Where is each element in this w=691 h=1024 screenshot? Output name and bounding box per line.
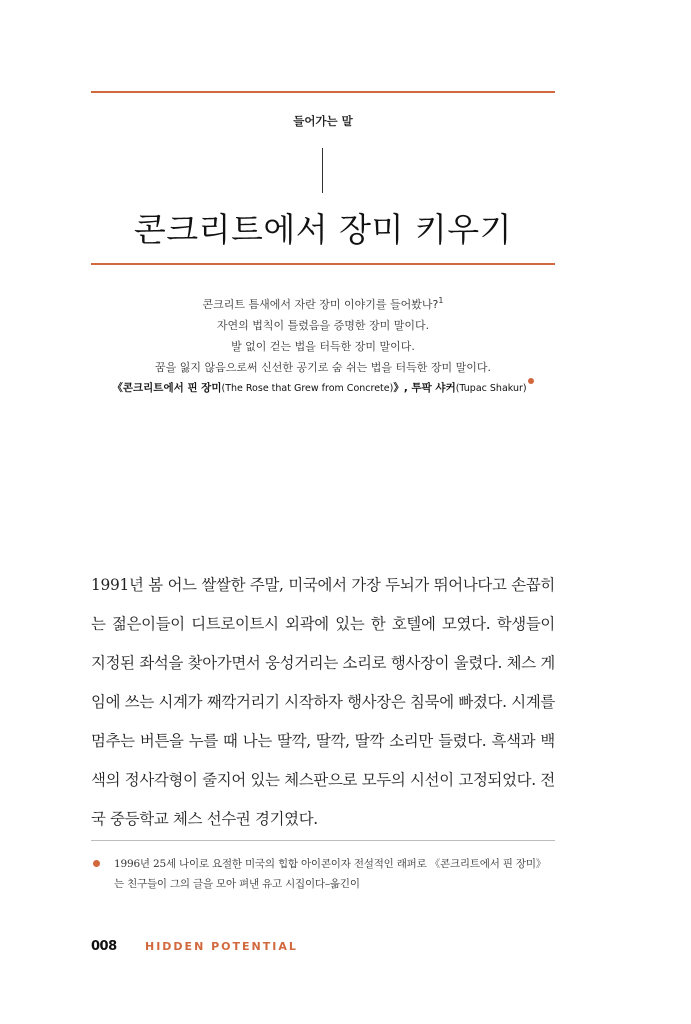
section-kicker: 들어가는 말 xyxy=(293,114,353,128)
epigraph-attribution: 《콘크리트에서 핀 장미(The Rose that Grew from Concrete)》, 투팍 샤커(Tupac Shakur) xyxy=(91,378,555,399)
page-number: 008 xyxy=(91,939,117,954)
title-accent-rule xyxy=(91,263,555,265)
epigraph-line-1: 콘크리트 틈새에서 자란 장미 이야기를 들어봤나?$^1$ xyxy=(202,296,444,311)
footnote-divider xyxy=(91,840,555,841)
footnote-ref: 1 xyxy=(438,296,444,305)
epigraph-line-4: 꿈을 잃지 않음으로써 신선한 공기로 숨 쉬는 법을 터득한 장미 말이다. xyxy=(155,361,491,374)
vertical-divider xyxy=(322,148,323,193)
footnote-text: 1996년 25세 나이로 요절한 미국의 힙합 아이콘이자 전설적인 래퍼로 《콘크리트에서 핀 장미》는 친구들이 그의 글을 모아 펴낸 유고 시집이다–옮긴이 xyxy=(114,858,547,890)
body-paragraph: 1991년 봄 어느 쌀쌀한 주말, 미국에서 가장 두뇌가 뛰어나다고 손꼽히는 젊은이들이 디트로이트시 외곽에 있는 한 호텔에 모였다. 학생들이 지정된 좌석을 찾아가면서 웅성거리는 소리로 행사장이 울렸다. 체스 게임에 쓰는 시계가 째깍거리기 시작하자 행사장은 침묵에 빠졌다. 시계를 멈추는 버튼을 누를 때 나는 딸깍, 딸깍, 딸깍 소리만 들렸다. 흑색과 백색의 정사각형이 줄지어 있는 체스판으로 모두의 시선이 고정되었다. 전국 중등학교 체스 선수권 경기였다. xyxy=(91,576,555,828)
body-text xyxy=(91,566,555,839)
epigraph xyxy=(91,294,555,399)
footnote-bullet-icon xyxy=(93,860,100,867)
running-head: HIDDEN POTENTIAL xyxy=(145,940,298,953)
epigraph-line-2: 자연의 법칙이 틀렸음을 증명한 장미 말이다. xyxy=(216,319,430,332)
footnote xyxy=(91,854,555,894)
epigraph-line-3: 발 없이 걷는 법을 터득한 장미 말이다. xyxy=(231,340,415,353)
chapter-title: 콘크리트에서 장미 키우기 xyxy=(133,210,513,249)
top-accent-rule xyxy=(91,91,555,93)
footnote-dot-icon xyxy=(528,378,534,384)
